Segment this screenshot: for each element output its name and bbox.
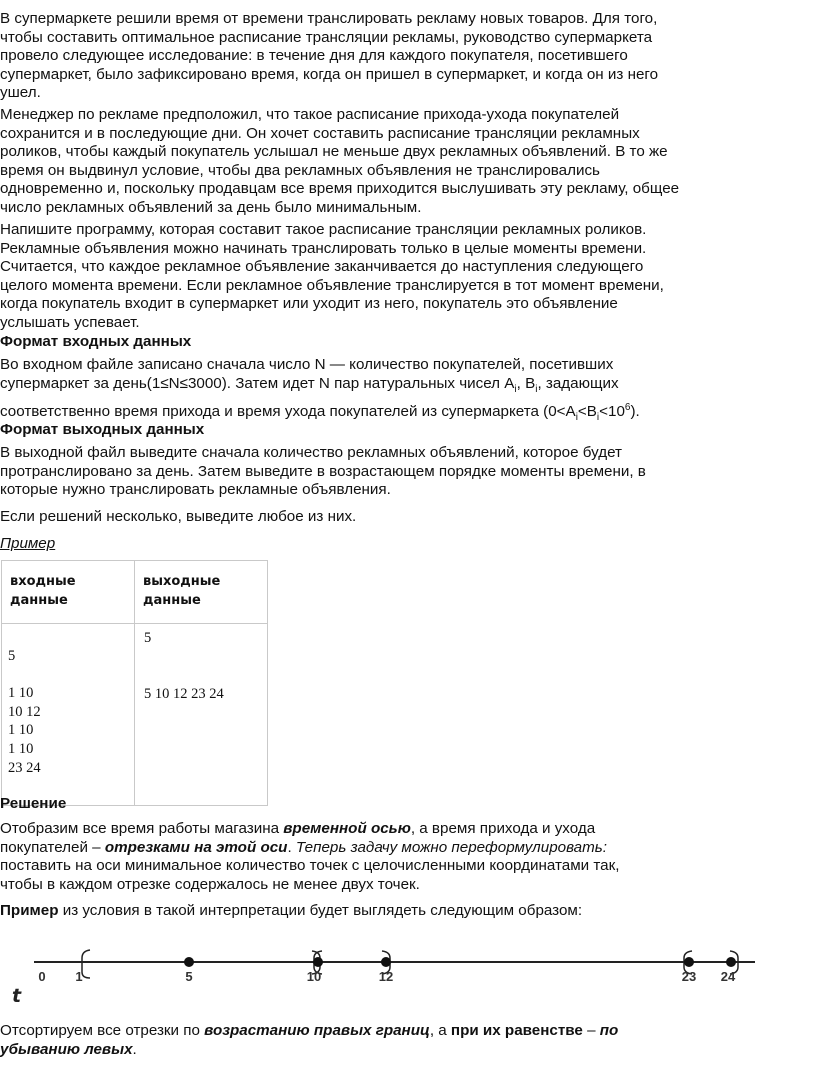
input-line: 1 10 [8, 722, 34, 739]
time-axis-figure [0, 938, 816, 1010]
output-format-heading: Формат выходных данных [0, 421, 205, 438]
solution-text: Отобразим все время работы магазина временной осью, а время прихода и ухода покупателей – отрезками на этой оси. Теперь задачу можно переформулировать: поставить на оси минимальное количество точек с целочисленными координатами так, чтобы в каждом отрезке содержалось не менее двух точек. [0, 820, 620, 893]
multiple-solutions-note: Если решений несколько, выведите любое из них. [0, 508, 357, 525]
time-axis-svg [0, 938, 816, 1010]
input-line: 10 12 [8, 703, 41, 720]
point-24 [726, 957, 736, 967]
tick-label-1: 1 [75, 969, 83, 984]
input-line: 1 10 [8, 685, 34, 702]
example-table [1, 560, 268, 806]
input-line: 1 10 [8, 740, 34, 757]
tick-label-24: 24 [720, 969, 736, 984]
point-10 [313, 957, 323, 967]
segment-bracket-left-1 [82, 950, 90, 978]
output-line: 5 10 12 23 24 [144, 685, 224, 702]
input-column-header: входные данные [2, 561, 135, 624]
tick-label-12: 12 [378, 969, 394, 984]
point-12 [381, 957, 391, 967]
intro-paragraph-1: В супермаркете решили время от времени транслировать рекламу новых товаров. Для того, чтобы составить оптимальное расписание трансляции рекламы, руководство супермаркета провело следующее исследование: в течение дня для каждого покупателя, посетившего супермаркет, было зафиксировано время, когда он пришел в супермаркет, и когда он из него ушел. [0, 10, 659, 102]
intro-paragraph-2: Менеджер по рекламе предположил, что такое расписание прихода-ухода покупателей сохранится и в последующие дни. Он хочет составить расписание трансляции рекламных роликов, чтобы каждый покупатель услышал не меньше двух рекламных объявлений. В то же время он выдвинул условие, чтобы два рекламных объявления не транслировались одновременно и, поскольку продавцам все время приходится выслушивать эту рекламу, общее число рекламных объявлений за день было минимальным. [0, 106, 680, 216]
point-5 [184, 957, 194, 967]
tick-label-23: 23 [681, 969, 697, 984]
example-input-cell [2, 624, 135, 806]
tick-label-10: 10 [306, 969, 322, 984]
input-format-heading: Формат входных данных [0, 333, 192, 350]
example-label: Пример [0, 535, 56, 552]
tick-label-5: 5 [185, 969, 193, 984]
sorting-note: Отсортируем все отрезки по возрастанию правых границ, а при их равенстве – по убыванию левых. [0, 1022, 619, 1058]
input-line: 23 24 [8, 759, 41, 776]
intro-paragraph-3: Напишите программу, которая составит такое расписание трансляции рекламных роликов. Рекламные объявления можно начинать транслировать только в целые моменты времени. Считается, что каждое рекламное объявление заканчивается до наступления следующего целого момента времени. Если рекламное объявление транслируется в тот момент времени, когда покупатель входит в супермаркет или уходит из него, покупатель это объявление услышать успевает. [0, 221, 664, 331]
output-format-text: В выходной файл выведите сначала количество рекламных объявлений, которое будет протранслировано за день. Затем выведите в возрастающем порядке моменты времени, в которые нужно транслировать рекламные объявления. [0, 444, 646, 499]
tick-label-0: 0 [38, 969, 46, 984]
point-23 [684, 957, 694, 967]
output-line: 5 [144, 630, 152, 646]
input-format-text: Во входном файле записано сначала число N — количество покупателей, посетивших супермаркет за день(1≤N≤3000). Затем идет N пар натуральных чисел $A_i$, $B_i$, задающих соответственно время прихода и время ухода покупателей из супермаркета $(0<A_i<B_i<10^6)$. [0, 356, 640, 424]
example-output-cell [135, 624, 268, 806]
axis-label-t: t [12, 985, 22, 1007]
input-line: 5 [8, 648, 16, 664]
solution-heading: Решение [0, 795, 67, 812]
example-interpretation: Пример из условия в такой интерпретации будет выглядеть следующим образом: [0, 902, 583, 919]
output-column-header: выходные данные [135, 561, 268, 624]
